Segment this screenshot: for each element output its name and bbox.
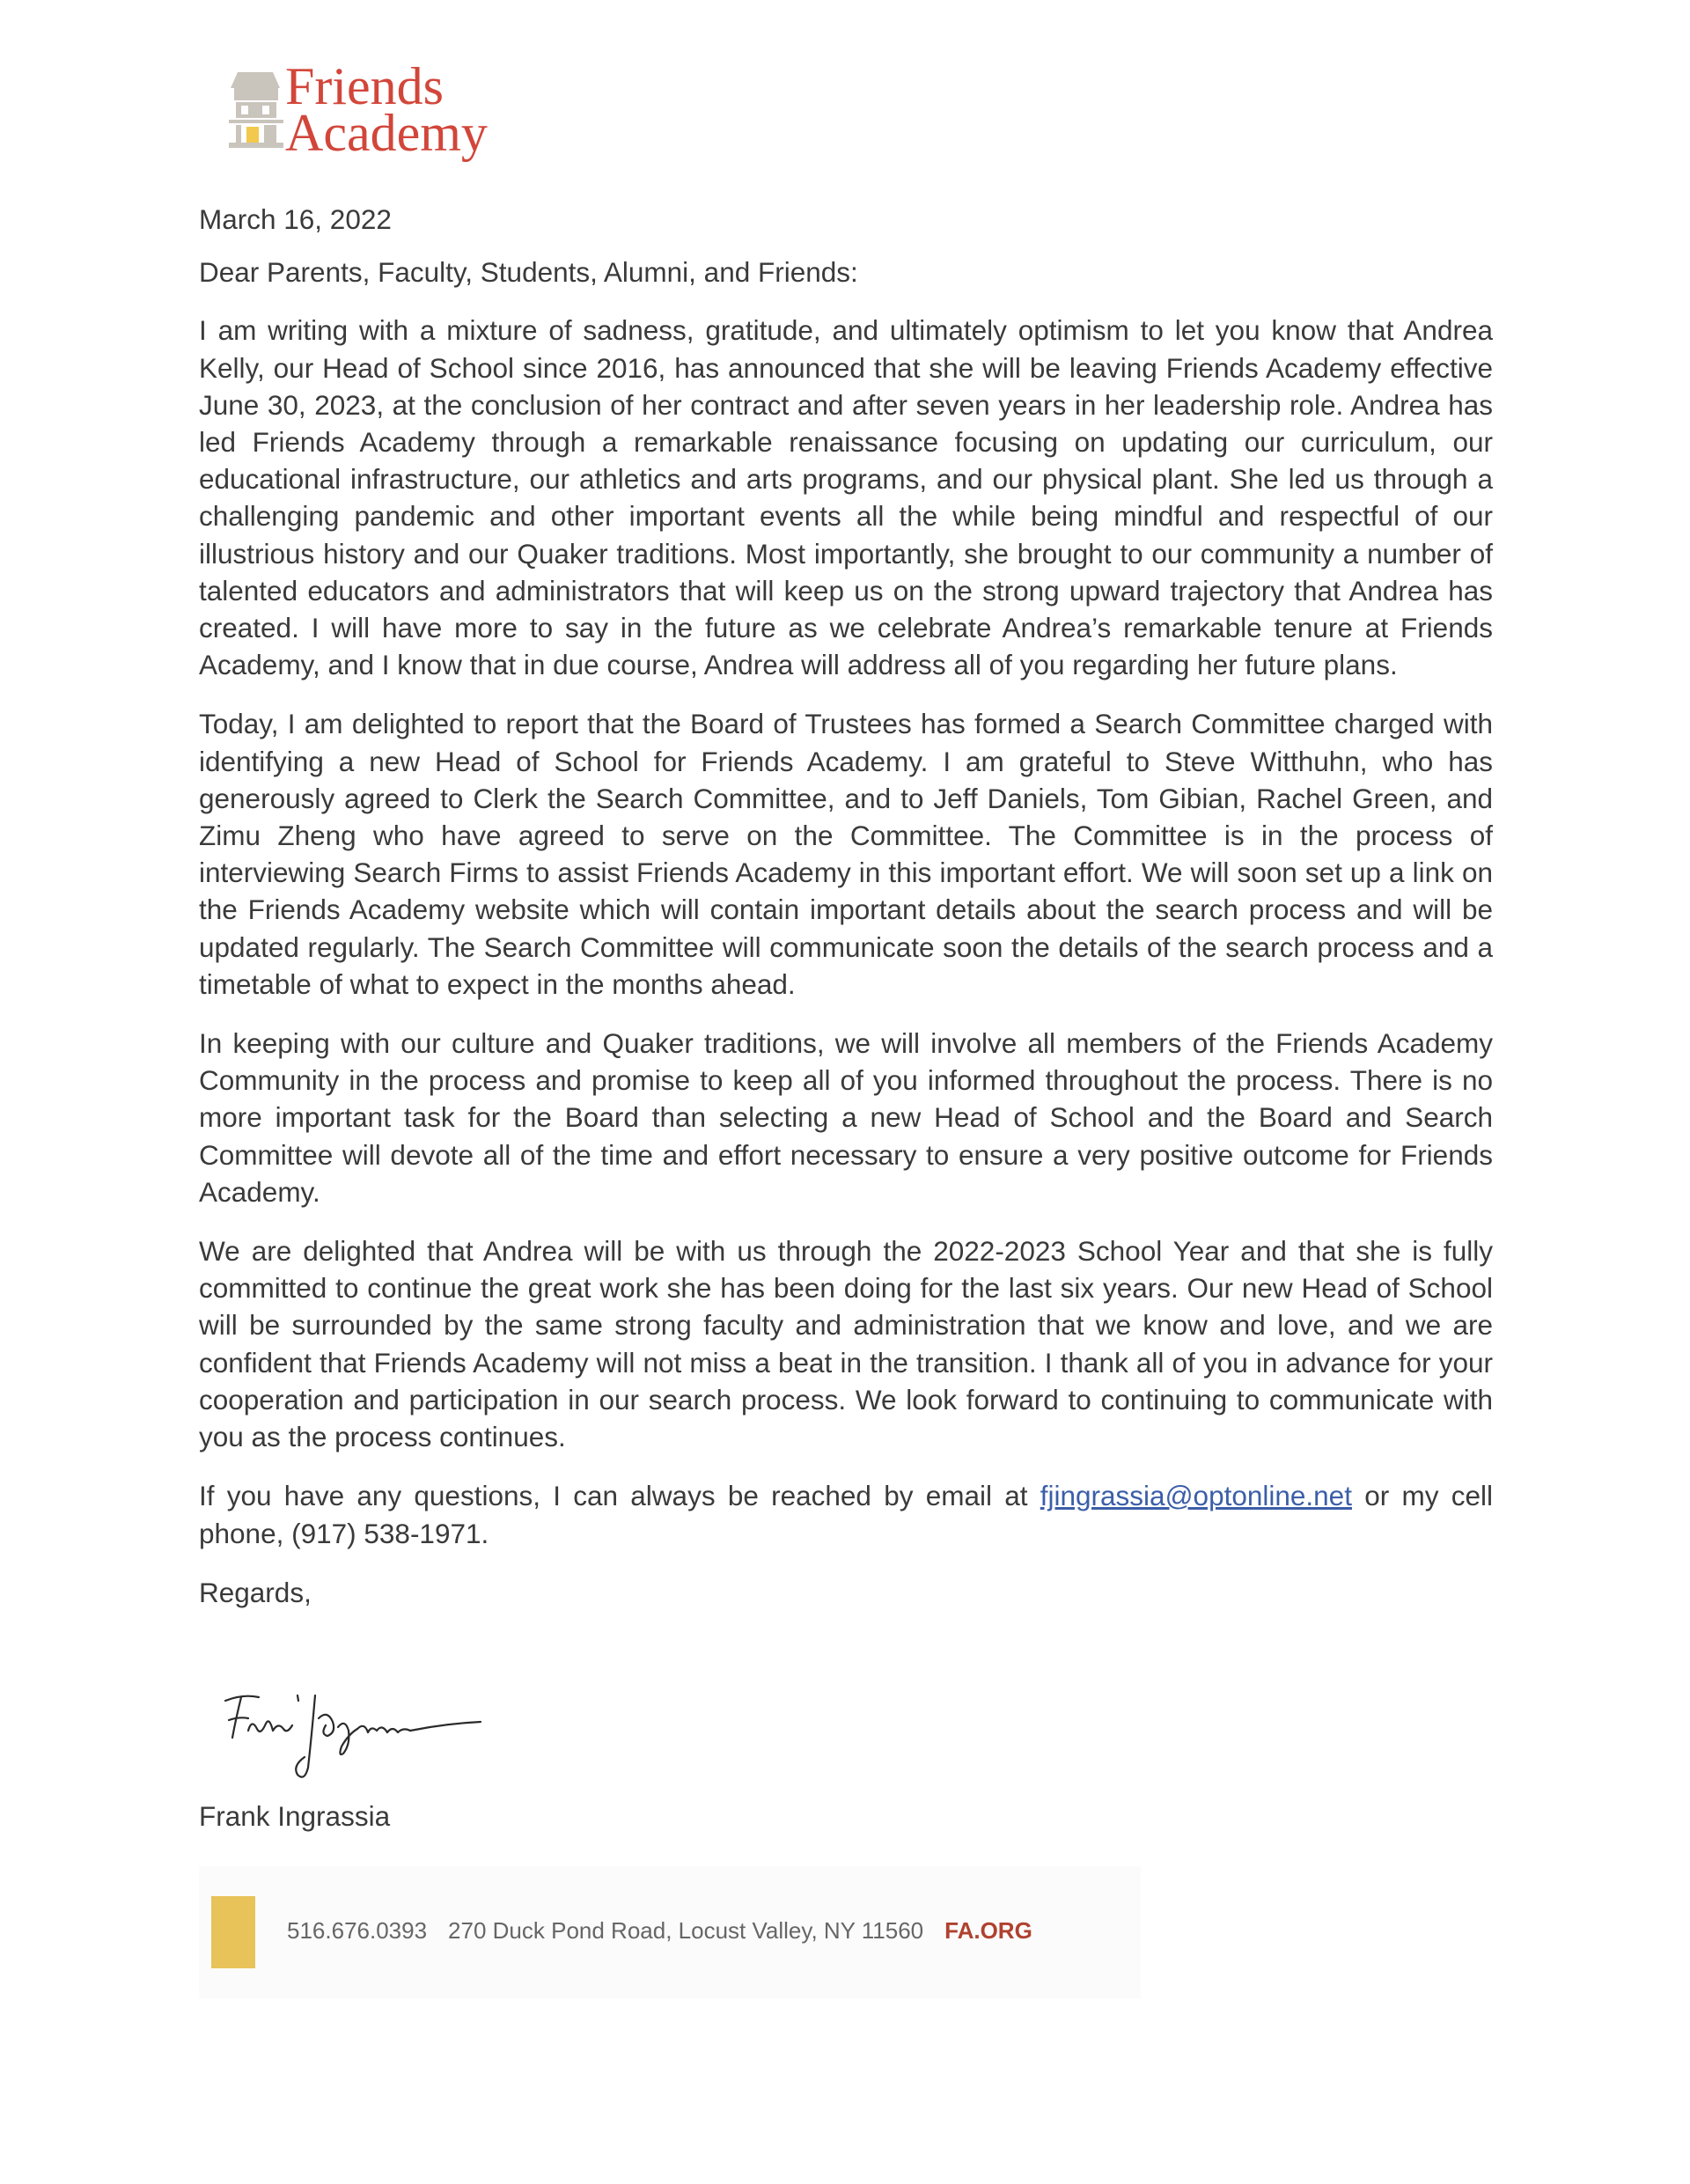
footer-contact-line [287, 1917, 1054, 1945]
contact-prefix: If you have any questions, I can always be reached by email at [199, 1480, 1040, 1512]
contact-suffix: or my cell phone, (917) 538-1971. [199, 1480, 1493, 1549]
letter-closing: Regards, [199, 1576, 312, 1608]
paragraph-transition: We are delighted that Andrea will be with us through the 2022-2023 School Year and that she is fully committed to continue the great work she has been doing for the last six years. Our new Head of School will be surrounded by the same strong faculty and administration that we know and love, and we are confident that Friends Academy will not miss a beat in the transition. I thank all of you in advance for your cooperation and participation in our search process. We look forward to continuing to communicate with you as the process continues. [199, 1235, 1493, 1453]
letter-body [199, 201, 1493, 1633]
email-link[interactable]: fjingrassia@optonline.net [1040, 1480, 1352, 1512]
letter-greeting: Dear Parents, Faculty, Students, Alumni, and Friends: [199, 256, 858, 289]
paragraph-search-committee: Today, I am delighted to report that the Board of Trustees has formed a Search Committee charged with identifying a new Head of School for Friends Academy. I am grateful to Steve Witthuhn, who has generously agreed to Clerk the Search Committee, and to Jeff Daniels, Tom Gibian, Rachel Green, and Zimu Zheng who have agreed to serve on the Committee. The Committee is in the process of interviewing Search Firms to assist Friends Academy in this important effort. We will soon set up a link on the Friends Academy website which will contain important details about the search process and will be updated regularly. The Search Committee will communicate soon the details of the search process and a timetable of what to expect in the months ahead. [199, 708, 1493, 1000]
letter-date: March 16, 2022 [199, 203, 392, 235]
footer-address: 270 Duck Pond Road, Locust Valley, NY 11560 [448, 1917, 924, 1944]
paragraph-community: In keeping with our culture and Quaker traditions, we will involve all members of the Friends Academy Community in the process and promise to keep all of you informed throughout the process. There is no more important task for the Board than selecting a new Head of School and the Board and Search Committee will devote all of the time and effort necessary to ensure a very positive outcome for Friends Academy. [199, 1027, 1493, 1208]
logo-line-academy: Academy [285, 104, 488, 162]
handwritten-signature [217, 1683, 498, 1798]
paragraph-contact [199, 1477, 1493, 1551]
paragraph-announcement: I am writing with a mixture of sadness, gratitude, and ultimately optimism to let you know that Andrea Kelly, our Head of School since 2016, has announced that she will be leaving Friends Academy effective June 30, 2023, at the conclusion of her contract and after seven years in her leadership role. Andrea has led Friends Academy through a remarkable renaissance focusing on updating our curriculum, our educational infrastructure, our athletics and arts programs, and our physical plant. She led us through a challenging pandemic and other important events all the while being mindful and respectful of our illustrious history and our Quaker traditions. Most importantly, she brought to our community a number of talented educators and administrators that will keep us on the strong upward trajectory that Andrea has created. I will have more to say in the future as we celebrate Andrea’s remarkable tenure at Friends Academy, and I know that in due course, Andrea will address all of you regarding her future plans. [199, 314, 1493, 681]
footer-phone: 516.676.0393 [287, 1917, 428, 1944]
schoolhouse-icon [227, 67, 285, 155]
signer-name: Frank Ingrassia [199, 1800, 391, 1832]
letterhead-footer [199, 1866, 1141, 1998]
logo-line-friends: Friends [285, 57, 444, 115]
friends-academy-logo [227, 57, 509, 173]
footer-accent-bar [211, 1896, 255, 1968]
logo-wordmark [285, 57, 488, 162]
footer-website[interactable]: FA.ORG [944, 1917, 1032, 1944]
